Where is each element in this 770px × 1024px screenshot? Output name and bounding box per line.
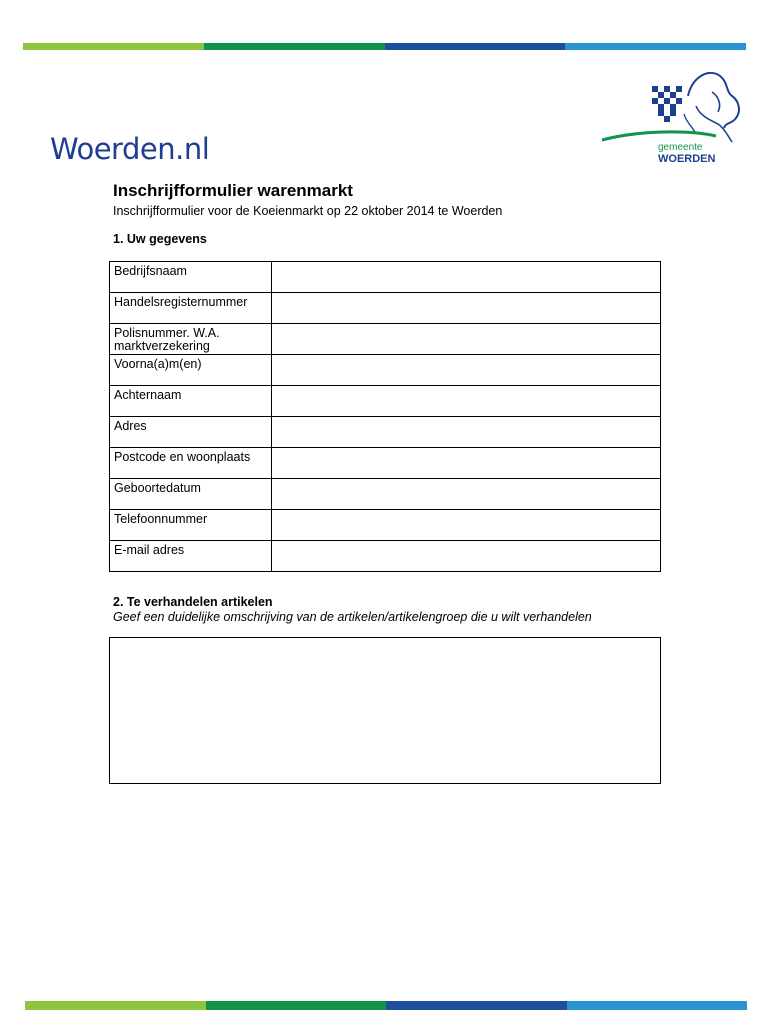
gemeente-woerden-emblem [600,66,745,166]
emblem-line1: gemeente [658,142,703,153]
section-2-description: Geef een duidelijke omschrijving van de artikelen/artikelengroep die u wilt verhandelen [113,610,592,624]
stripe-segment [565,43,746,50]
form-row [110,417,661,448]
personal-details-table [109,261,661,572]
field-cell [272,510,661,541]
articles-description-field[interactable] [109,637,661,784]
field-label: Polisnummer. W.A. marktverzekering [110,324,272,355]
field-label: Voorna(a)m(en) [110,355,272,386]
field-cell [272,293,661,324]
insurance-policy-number-field[interactable] [272,324,660,354]
form-row [110,262,661,293]
field-cell [272,448,661,479]
field-label: E-mail adres [110,541,272,572]
field-label: Postcode en woonplaats [110,448,272,479]
stripe-segment [25,1001,206,1010]
last-name-field[interactable] [272,386,660,416]
stripe-segment [385,43,566,50]
field-label: Handelsregisternummer [110,293,272,324]
emblem-line2: WOERDEN [658,153,716,165]
date-of-birth-field[interactable] [272,479,660,509]
field-label: Achternaam [110,386,272,417]
email-field[interactable] [272,541,660,571]
stripe-segment [206,1001,387,1010]
field-cell [272,417,661,448]
first-names-field[interactable] [272,355,660,385]
field-cell [272,262,661,293]
field-cell [272,386,661,417]
field-label: Bedrijfsnaam [110,262,272,293]
form-row [110,479,661,510]
field-cell [272,541,661,572]
form-row [110,448,661,479]
company-name-field[interactable] [272,262,660,292]
stripe-segment [204,43,385,50]
stripe-segment [386,1001,567,1010]
stripe-segment [567,1001,748,1010]
footer-color-stripe [25,1001,747,1010]
field-cell [272,479,661,510]
document-title: Inschrijfformulier warenmarkt [113,181,353,200]
section-2-heading: 2. Te verhandelen artikelen [113,595,273,609]
trade-register-number-field[interactable] [272,293,660,323]
header-color-stripe [23,43,746,50]
field-label: Adres [110,417,272,448]
woerden-site-logo: Woerden.nl [50,132,210,166]
document-subtitle: Inschrijfformulier voor de Koeienmarkt op 22 oktober 2014 te Woerden [113,204,503,218]
form-row [110,386,661,417]
stripe-segment [23,43,204,50]
form-row [110,355,661,386]
form-row [110,541,661,572]
form-row [110,510,661,541]
field-label: Telefoonnummer [110,510,272,541]
postcode-city-field[interactable] [272,448,660,478]
field-cell [272,355,661,386]
section-1-heading: 1. Uw gegevens [113,232,207,246]
shield-icon [652,86,682,122]
form-row [110,293,661,324]
address-field[interactable] [272,417,660,447]
field-label: Geboortedatum [110,479,272,510]
field-cell [272,324,661,355]
form-row [110,324,661,355]
phone-number-field[interactable] [272,510,660,540]
